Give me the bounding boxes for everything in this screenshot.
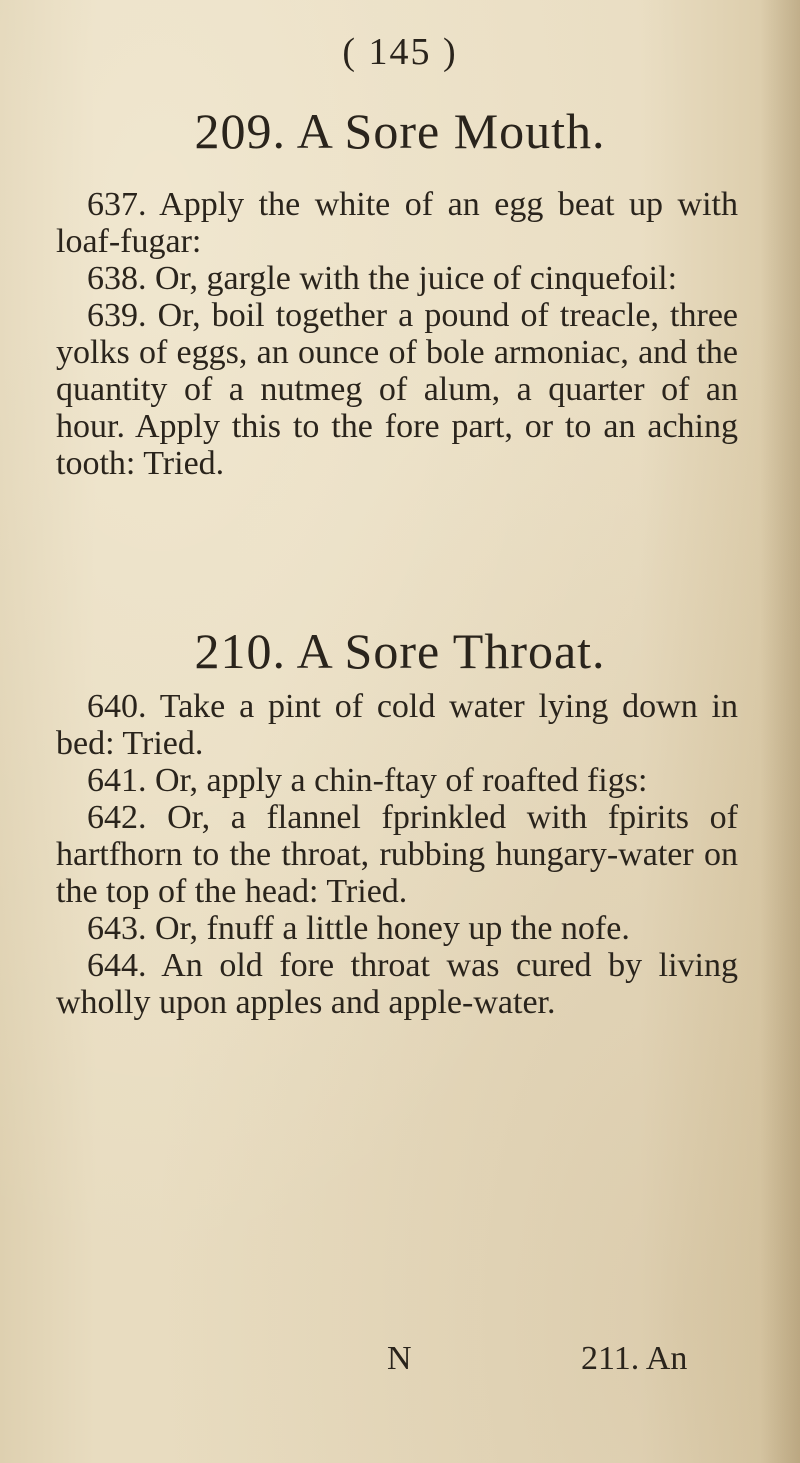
catchword: 211. An xyxy=(581,1340,688,1377)
paragraph: 643. Or, fnuff a little honey up the nofe. xyxy=(87,910,630,947)
paragraph: 642. Or, a flannel fprinkled with fpirits of hartfhorn to the throat, rubbing hungary-water on the top of the head: Tried. xyxy=(56,799,738,910)
page-footer xyxy=(0,1340,800,1390)
paragraph: 644. An old fore throat was cured by living wholly upon apples and apple-water. xyxy=(56,947,738,1021)
paragraph: 637. Apply the white of an egg beat up with loaf-fugar: xyxy=(56,186,738,260)
page-edge-shadow xyxy=(760,0,800,1463)
section-heading-sore-mouth: 209. A Sore Mouth. xyxy=(194,103,606,159)
section-body-sore-throat xyxy=(56,688,738,1021)
section-body-sore-mouth xyxy=(56,186,738,482)
page-number: ( 145 ) xyxy=(342,31,458,73)
paragraph: 638. Or, gargle with the juice of cinquefoil: xyxy=(87,260,678,297)
section-heading-sore-throat: 210. A Sore Throat. xyxy=(194,623,606,679)
paragraph: 639. Or, boil together a pound of treacle, three yolks of eggs, an ounce of bole armoniac, and the quantity of a nutmeg of alum, a quarter of an hour. Apply this to the fore part, or to an aching tooth: Tried. xyxy=(56,297,738,482)
paragraph: 640. Take a pint of cold water lying down in bed: Tried. xyxy=(56,688,738,762)
signature-mark: N xyxy=(387,1340,412,1377)
paragraph: 641. Or, apply a chin-ftay of roafted figs: xyxy=(87,762,648,799)
